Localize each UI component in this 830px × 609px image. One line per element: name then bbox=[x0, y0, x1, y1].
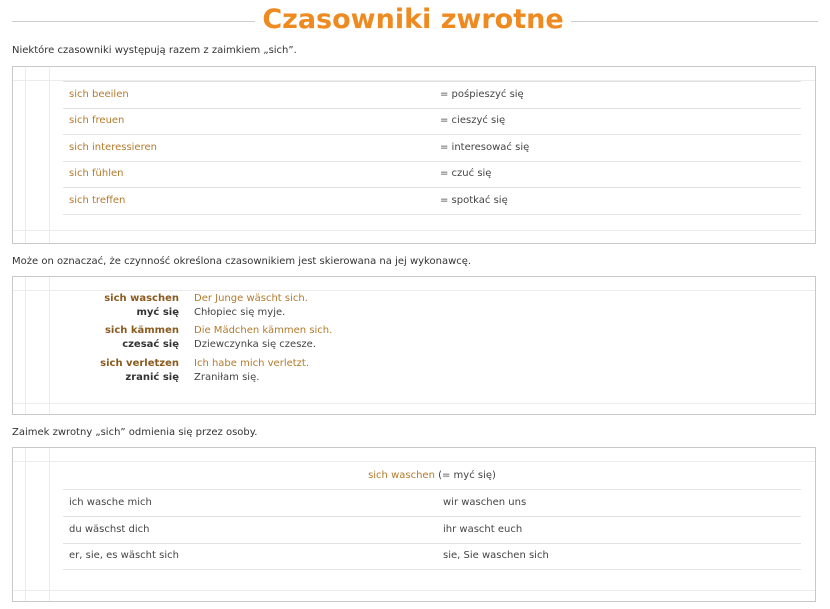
example-verb-de: sich verletzen bbox=[100, 358, 179, 369]
example-sentence-de: Ich habe mich verletzt. bbox=[194, 358, 310, 369]
example-verb-de: sich kämmen bbox=[104, 325, 179, 336]
verb-de: sich beeilen bbox=[69, 89, 129, 100]
title-row bbox=[0, 0, 830, 40]
verbs-box bbox=[12, 66, 816, 244]
conjugation-heading bbox=[63, 470, 801, 481]
verb-pl: = cieszyć się bbox=[440, 115, 506, 126]
verb-de: sich treffen bbox=[69, 195, 126, 206]
intro-paragraph-3: Zaimek zwrotny „sich” odmienia się przez osoby. bbox=[12, 427, 258, 438]
conjugation-heading-verb: sich waschen bbox=[368, 470, 435, 481]
example-sentence-de: Der Junge wäscht sich. bbox=[194, 293, 308, 304]
intro-paragraph-2: Może on oznaczać, że czynność określona czasownikiem jest skierowana na jej wykonawcę. bbox=[12, 256, 472, 267]
intro-paragraph-1: Niektóre czasowniki występują razem z zaimkiem „sich”. bbox=[12, 45, 297, 56]
verb-pl: = interesować się bbox=[440, 142, 530, 153]
conjugation-plural: wir waschen uns bbox=[443, 497, 527, 508]
example-verb-de: sich waschen bbox=[104, 293, 179, 304]
example-sentence-pl: Dziewczynka się czesze. bbox=[194, 339, 316, 350]
examples-box bbox=[12, 276, 816, 415]
conjugation-singular: ich wasche mich bbox=[69, 497, 152, 508]
conjugation-singular: er, sie, es wäscht sich bbox=[69, 550, 179, 561]
verb-pl: = pośpieszyć się bbox=[440, 89, 524, 100]
conjugation-plural: ihr wascht euch bbox=[443, 524, 523, 535]
conjugation-box bbox=[12, 447, 816, 602]
example-verb-pl: myć się bbox=[136, 307, 179, 318]
verb-de: sich freuen bbox=[69, 115, 125, 126]
verb-de: sich fühlen bbox=[69, 168, 124, 179]
example-sentence-de: Die Mädchen kämmen sich. bbox=[194, 325, 333, 336]
example-sentence-pl: Chłopiec się myje. bbox=[194, 307, 286, 318]
example-sentence-pl: Zraniłam się. bbox=[194, 372, 260, 383]
example-verb-pl: zranić się bbox=[125, 372, 179, 383]
conjugation-plural: sie, Sie waschen sich bbox=[443, 550, 549, 561]
verb-pl: = spotkać się bbox=[440, 195, 508, 206]
conjugation-heading-meaning: (= myć się) bbox=[434, 470, 496, 481]
verb-de: sich interessieren bbox=[69, 142, 157, 153]
title-divider-left bbox=[12, 21, 255, 22]
verb-pl: = czuć się bbox=[440, 168, 492, 179]
page-title: Czasowniki zwrotne bbox=[262, 4, 564, 35]
title-divider-right bbox=[571, 21, 818, 22]
conjugation-singular: du wäschst dich bbox=[69, 524, 150, 535]
example-verb-pl: czesać się bbox=[122, 339, 179, 350]
